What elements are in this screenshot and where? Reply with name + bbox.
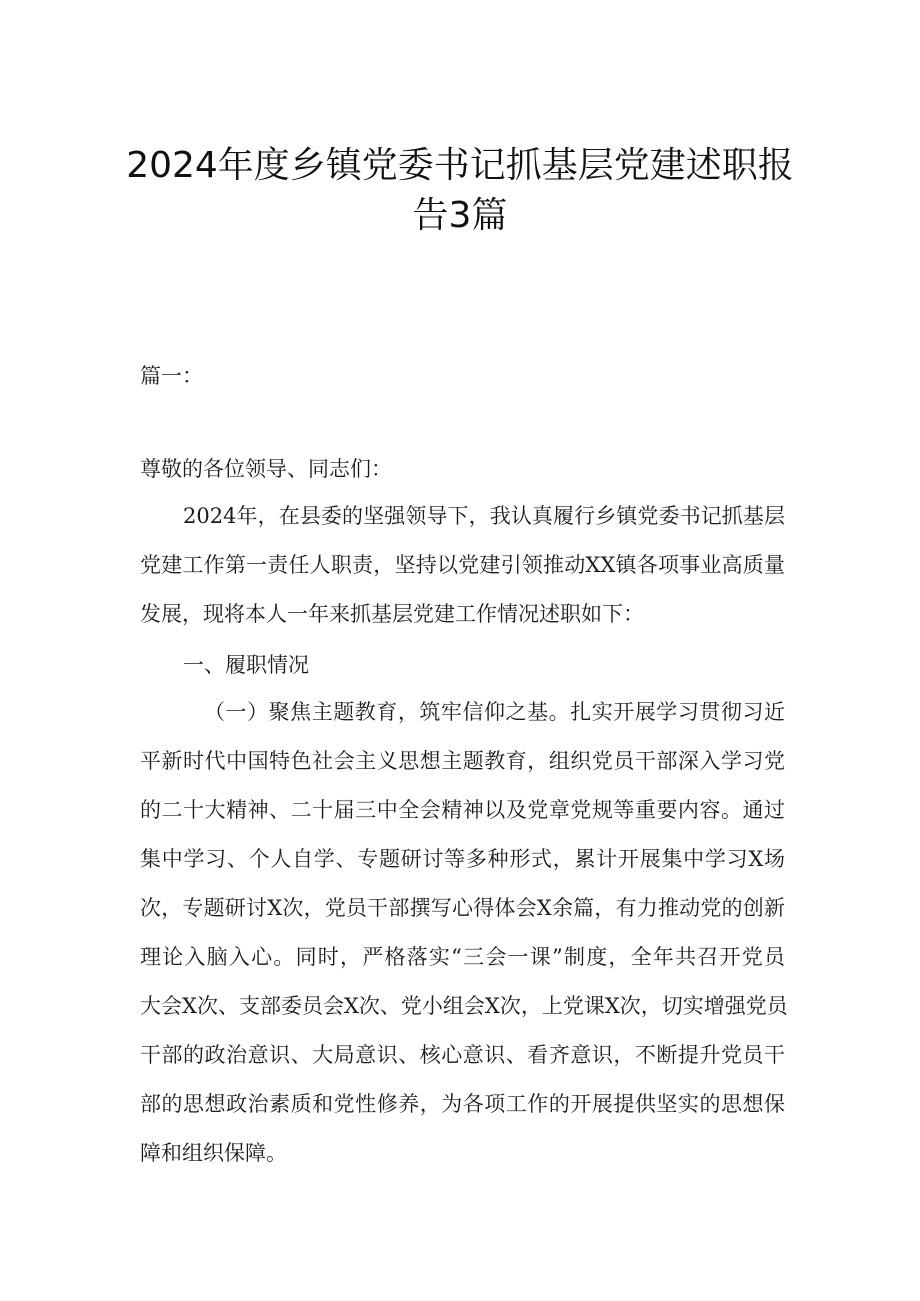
- paragraph-line: 次，专题研讨X次，党员干部撰写心得体会X余篇，有力推动党的创新: [140, 896, 785, 920]
- paragraph-line: （一）聚焦主题教育，筑牢信仰之基。扎实开展学习贯彻习近: [204, 700, 785, 724]
- intro-line: 党建工作第一责任人职责，坚持以党建引领推动XX镇各项事业高质量: [140, 553, 785, 577]
- paragraph-line: 干部的政治意识、大局意识、核心意识、看齐意识，不断提升党员干: [140, 1043, 785, 1067]
- paragraph-line: 平新时代中国特色社会主义思想主题教育，组织党员干部深入学习党: [140, 749, 785, 773]
- paragraph-line: 的二十大精神、二十届三中全会精神以及党章党规等重要内容。通过: [140, 798, 785, 822]
- paragraph-line: 集中学习、个人自学、专题研讨等多种形式，累计开展集中学习X场: [140, 847, 785, 871]
- section-label: 篇一：: [140, 364, 203, 388]
- salutation: 尊敬的各位领导、同志们：: [140, 457, 392, 481]
- section-heading: 一、履职情况: [183, 653, 309, 677]
- intro-line: 2024年，在县委的坚强领导下，我认真履行乡镇党委书记抓基层: [183, 504, 785, 528]
- intro-line: 发展，现将本人一年来抓基层党建工作情况述职如下：: [140, 602, 644, 626]
- paragraph-line: 部的思想政治素质和党性修养，为各项工作的开展提供坚实的思想保: [140, 1092, 785, 1116]
- paragraph-line: 理论入脑入心。同时，严格落实“三会一课”制度，全年共召开党员: [140, 945, 785, 969]
- paragraph-line: 障和组织保障。: [140, 1141, 287, 1165]
- document-title-line-2: 告3篇: [412, 195, 508, 236]
- document-title-line-1: 2024年度乡镇党委书记抓基层党建述职报: [126, 145, 794, 186]
- paragraph-line: 大会X次、支部委员会X次、党小组会X次，上党课X次，切实增强党员: [140, 994, 788, 1018]
